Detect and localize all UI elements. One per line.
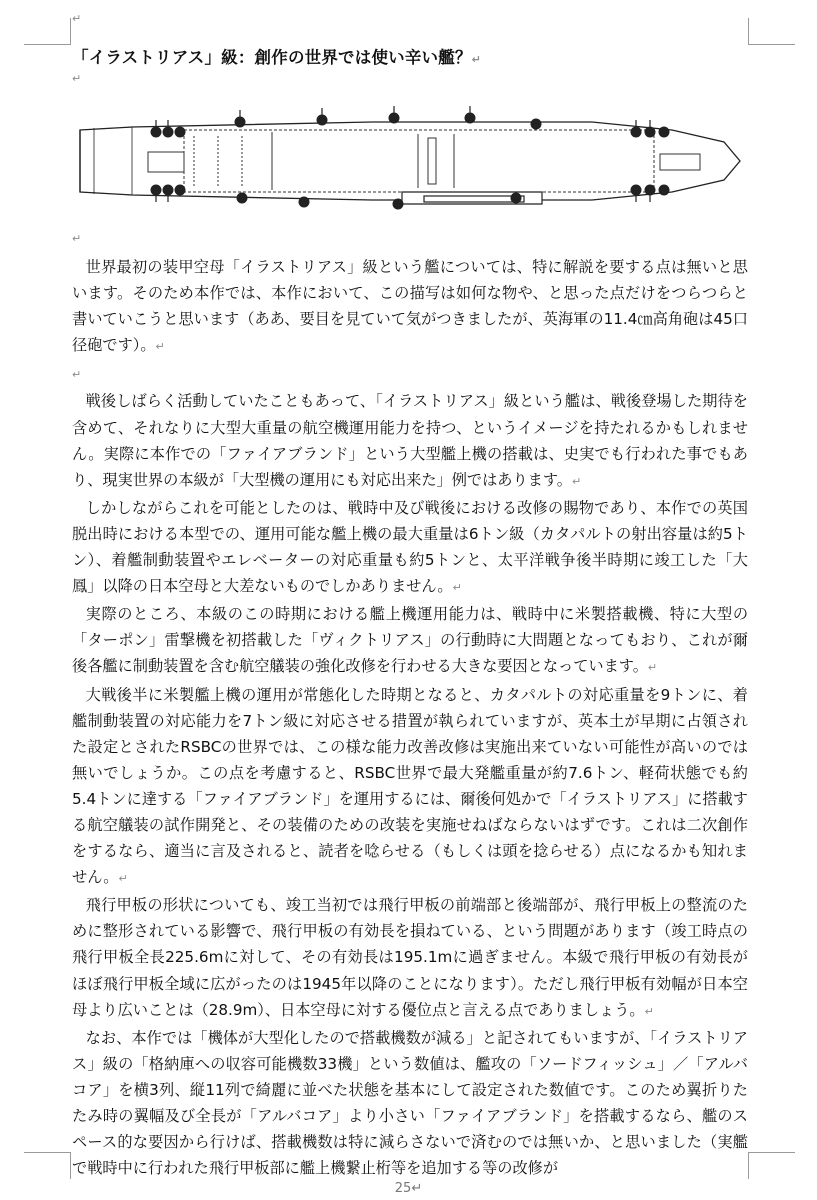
paragraph-mark: ↵ <box>452 581 462 595</box>
paragraph-mark: ↵ <box>644 1004 654 1018</box>
crop-mark-top-right <box>748 18 795 45</box>
paragraph-mark: ↵ <box>571 474 582 488</box>
body-paragraph <box>72 360 748 388</box>
crop-mark-top-left <box>24 18 71 45</box>
carrier-plan-drawing <box>72 100 752 222</box>
paragraph-mark: ↵ <box>72 232 82 245</box>
gun-barrels <box>156 106 650 202</box>
paragraph-mark: ↵ <box>471 53 482 66</box>
body-paragraph: しかしながらこれを可能としたのは、戦時中及び戦後における改修の賜物であり、本作での英国脱出時における本型での、運用可能な艦上機の最大重量は6トン級（カタパルトの射出容量は約5トン）、着艦制動装置やエレベーターの対応重量も約5トンと、太平洋戦争後半時期に竣工した「大鳳」以降の日本空母と大差ないものでしかありません。↵ <box>72 498 748 596</box>
body-paragraph: 世界最初の装甲空母「イラストリアス」級という艦については、特に解説を要する点は無いと思います。そのため本作では、本作において、この描写は如何な物や、と思った点だけをつらつらと書いていこうと思います（ああ、要目を見ていて気がつきましたが、英海軍の11.4㎝高角砲は45口径砲です）。↵ <box>72 258 748 355</box>
paragraph-mark: ↵ <box>647 661 658 675</box>
paragraph-mark: ↵ <box>72 72 82 85</box>
body-paragraph: なお、本作では「機体が大型化したので搭載機数が減る」と記されてもいますが、「イラストリアス」級の「格納庫への収容可能機数33機」という数値は、艦攻の「ソードフィッシュ」／「アルバコア」を横3列、縦11列で綺麗に並べた状態を基本にして設定された数値です。このため翼折りたたみ時の翼幅及び全長が「アルバコア」より小さい「ファイアブランド」を搭載するなら、艦のスペース的な要因から行けば、搭載機数は特に減らさないで済むのでは無いか、と思いました（実艦で戦時中に行われた飛行甲板部に艦上機繋止桁等を追加する等の改修が <box>72 1028 748 1178</box>
page-title <box>72 44 481 68</box>
page-number: 25↵ <box>394 1181 423 1196</box>
flight-deck <box>148 130 700 192</box>
paragraph-mark: ↵ <box>72 12 82 25</box>
body-paragraph: 飛行甲板の形状についても、竣工当初では飛行甲板の前端部と後端部が、飛行甲板上の整流のために整形されている影響で、飛行甲板の有効長を損ねている、という問題があります（竣工時点の飛行甲板全長225.6mに対して、その有効長は195.1mに過ぎません。本級で飛行甲板の有効長がほぼ飛行甲板全域に広がったのは1945年以降のことになります）。ただし飛行甲板有効幅が日本空母より広いことは（28.9m）、日本空母に対する優位点と言える点でありましょう。↵ <box>72 896 748 1019</box>
body-text <box>72 254 748 1181</box>
crop-mark-bottom-left <box>24 1152 71 1179</box>
crop-mark-bottom-right <box>748 1152 795 1179</box>
paragraph-mark: ↵ <box>118 872 128 886</box>
paragraph-mark: ↵ <box>155 340 165 354</box>
title-text: 「イラストリアス」級：創作の世界では使い辛い艦？ <box>72 48 472 67</box>
body-paragraph: 実際のところ、本級のこの時期における艦上機運用能力は、戦時中に米製搭載機、特に大型の「ターポン」雷撃機を初搭載した「ヴィクトリアス」の行動時に大問題となってもおり、これが爾後各艦に制動装置を含む航空艤装の強化改修を行わせる大きな要因となっています。↵ <box>72 605 748 676</box>
body-paragraph: 戦後しばらく活動していたこともあって、「イラストリアス」級という艦は、戦後登場した期待を含めて、それなりに大型大重量の航空機運用能力を持つ、というイメージを持たれるかもしれません。実際に本作での「ファイアブランド」という大型艦上機の搭載は、史実でも行われた事でもあり、現実世界の本級が「大型機の運用にも対応出来た」例ではあります。↵ <box>72 392 748 489</box>
body-paragraph: 大戦後半に米製艦上機の運用が常態化した時期となると、カタパルトの対応重量を9トンに、着艦制動装置の対応能力を7トン級に対応させる措置が執られていますが、英本土が早期に占領された設定とされたRSBCの世界では、この様な能力改善改修は実施出来ていない可能性が高いのでは無いでしょうか。この点を考慮すると、RSBC世界で最大発艦重量が約7.6トン、軽荷状態でも約5.4トンに達する「ファイアブランド」を運用するには、爾後何処かで「イラストリアス」に搭載する航空艤装の試作開発と、その装備のための改装を実施せねばならないはずです。これは二次創作をするなら、適当に言及されると、読者を唸らせる（もしくは頭を捻らせる）点になるかも知れません。↵ <box>72 685 748 887</box>
paragraph-mark: ↵ <box>72 368 82 382</box>
